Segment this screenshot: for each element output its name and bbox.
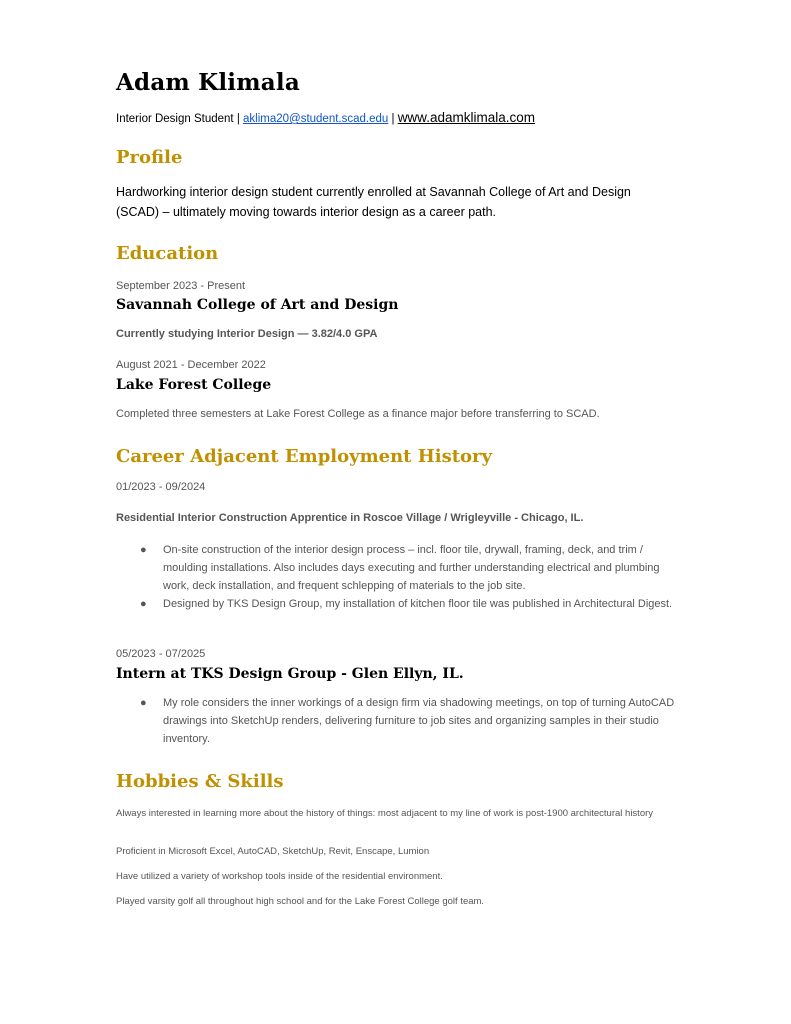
hobby-item: Always interested in learning more about the history of things: most adjacent to my line of work is post-1900 architectural history	[116, 808, 654, 819]
bullet-text: My role considers the inner workings of a design firm via shadowing meetings, on top of turning AutoCAD drawings into SketchUp renders, delivering furniture to job sites and organizing samples in their studio inventory.	[163, 697, 675, 745]
job-date: 01/2023 - 09/2024	[116, 481, 206, 493]
hobby-item: Proficient in Microsoft Excel, AutoCAD, SketchUp, Revit, Enscape, Lumion	[116, 846, 430, 857]
job-date: 05/2023 - 07/2025	[116, 648, 206, 660]
education-school: Lake Forest College	[116, 377, 272, 393]
resume-name: Adam Klimala	[116, 69, 300, 96]
list-item	[140, 541, 680, 595]
list-item	[140, 595, 680, 613]
bullet-text: Designed by TKS Design Group, my installation of kitchen floor tile was published in Architectural Digest.	[163, 598, 673, 610]
job-position: Intern at TKS Design Group - Glen Ellyn, IL.	[116, 666, 464, 682]
bullet-icon: ●	[140, 544, 147, 556]
profile-text: Hardworking interior design student currently enrolled at Savannah College of Art and Design (SCAD) – ultimately moving towards interior design as a career path.	[116, 185, 631, 219]
employment-heading: Career Adjacent Employment History	[116, 446, 492, 467]
hobby-item: Have utilized a variety of workshop tools inside of the residential environment.	[116, 871, 443, 882]
contact-separator: |	[388, 113, 398, 125]
job-bullet-list	[140, 541, 680, 613]
bullet-text: On-site construction of the interior design process – incl. floor tile, drywall, framing, deck, and trim / moulding installations. Also includes days executing and further understanding electrical and plumbing work, deck installation, and frequent schlepping of materials to the job site.	[163, 544, 660, 592]
job-position: Residential Interior Construction Apprentice in Roscoe Village / Wrigleyville - Chicago, IL.	[116, 512, 584, 524]
education-detail: Currently studying Interior Design — 3.82/4.0 GPA	[116, 328, 378, 340]
hobby-item: Played varsity golf all throughout high school and for the Lake Forest College golf team.	[116, 896, 485, 907]
profile-heading: Profile	[116, 147, 183, 168]
role-text: Interior Design Student |	[116, 113, 243, 125]
website-link[interactable]: www.adamklimala.com	[397, 110, 535, 125]
education-date: August 2021 - December 2022	[116, 359, 266, 371]
education-school: Savannah College of Art and Design	[116, 297, 399, 313]
bullet-icon: ●	[140, 697, 147, 709]
education-detail: Completed three semesters at Lake Forest College as a finance major before transferring to SCAD.	[116, 408, 600, 420]
list-item	[140, 694, 680, 748]
education-date: September 2023 - Present	[116, 280, 246, 292]
education-heading: Education	[116, 243, 219, 264]
job-bullet-list	[140, 694, 680, 748]
email-link[interactable]: aklima20@student.scad.edu	[243, 113, 389, 125]
hobbies-heading: Hobbies & Skills	[116, 771, 284, 792]
bullet-icon: ●	[140, 598, 147, 610]
contact-line	[116, 110, 535, 125]
